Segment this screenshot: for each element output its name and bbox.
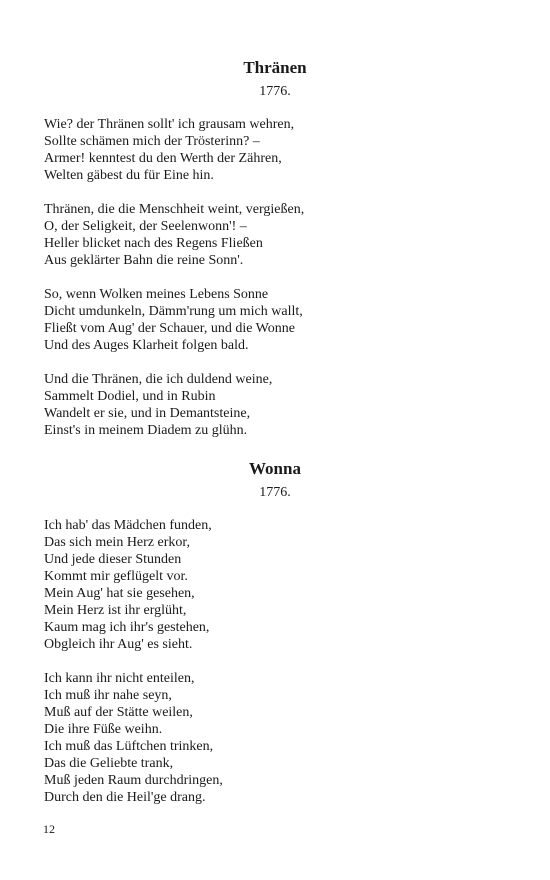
stanza bbox=[44, 670, 550, 806]
poem-year: 1776. bbox=[259, 485, 291, 500]
stanza bbox=[44, 286, 550, 354]
verse-line: Durch den die Heil'ge drang. bbox=[44, 790, 206, 805]
verse-line: Mein Aug' hat sie gesehen, bbox=[44, 586, 195, 601]
verse-line: Thränen, die die Menschheit weint, vergießen, bbox=[44, 202, 305, 217]
verse-line: Fließt vom Aug' der Schauer, und die Wonne bbox=[44, 321, 295, 336]
verse-line: Kaum mag ich ihr's gestehen, bbox=[44, 620, 210, 635]
verse-line: Muß jeden Raum durchdringen, bbox=[44, 773, 223, 788]
verse-line: Und die Thränen, die ich duldend weine, bbox=[44, 372, 273, 387]
verse-line: Sammelt Dodiel, und in Rubin bbox=[44, 389, 216, 404]
verse-line: Ich muß das Lüftchen trinken, bbox=[44, 739, 214, 754]
verse-line: Dicht umdunkeln, Dämm'rung um mich wallt, bbox=[44, 304, 303, 319]
verse-line: Mein Herz ist ihr erglüht, bbox=[44, 603, 187, 618]
poem-body bbox=[44, 116, 550, 439]
page-number: 12 bbox=[43, 822, 55, 836]
poem-thraenen bbox=[0, 58, 550, 456]
verse-line: Aus geklärter Bahn die reine Sonn'. bbox=[44, 253, 244, 268]
poem-body bbox=[44, 517, 550, 806]
poem-wonna bbox=[0, 459, 550, 823]
verse-line: So, wenn Wolken meines Lebens Sonne bbox=[44, 287, 269, 302]
verse-line: Ich muß ihr nahe seyn, bbox=[44, 688, 172, 703]
verse-line: Ich kann ihr nicht enteilen, bbox=[44, 671, 195, 686]
stanza bbox=[44, 371, 550, 439]
stanza bbox=[44, 116, 550, 184]
stanza bbox=[44, 201, 550, 269]
verse-line: O, der Seligkeit, der Seelenwonn'! – bbox=[44, 219, 247, 234]
verse-line: Ich hab' das Mädchen funden, bbox=[44, 518, 212, 533]
verse-line: Sollte schämen mich der Trösterinn? – bbox=[44, 134, 260, 149]
verse-line: Das sich mein Herz erkor, bbox=[44, 535, 190, 550]
verse-line: Welten gäbest du für Eine hin. bbox=[44, 168, 214, 183]
poem-year: 1776. bbox=[259, 84, 291, 99]
verse-line: Das die Geliebte trank, bbox=[44, 756, 174, 771]
stanza bbox=[44, 517, 550, 653]
poem-title: Wonna bbox=[249, 459, 301, 478]
verse-line: Wandelt er sie, und in Demantsteine, bbox=[44, 406, 251, 421]
verse-line: Wie? der Thränen sollt' ich grausam wehren, bbox=[44, 117, 295, 132]
verse-line: Muß auf der Stätte weilen, bbox=[44, 705, 193, 720]
verse-line: Die ihre Füße weihn. bbox=[44, 722, 163, 737]
verse-line: Armer! kenntest du den Werth der Zähren, bbox=[44, 151, 282, 166]
verse-line: Und des Auges Klarheit folgen bald. bbox=[44, 338, 249, 353]
verse-line: Und jede dieser Stunden bbox=[44, 552, 182, 567]
verse-line: Kommt mir geflügelt vor. bbox=[44, 569, 188, 584]
poem-title: Thränen bbox=[243, 58, 307, 77]
verse-line: Obgleich ihr Aug' es sieht. bbox=[44, 637, 193, 652]
verse-line: Einst's in meinem Diadem zu glühn. bbox=[44, 423, 248, 438]
verse-line: Heller blicket nach des Regens Fließen bbox=[44, 236, 263, 251]
